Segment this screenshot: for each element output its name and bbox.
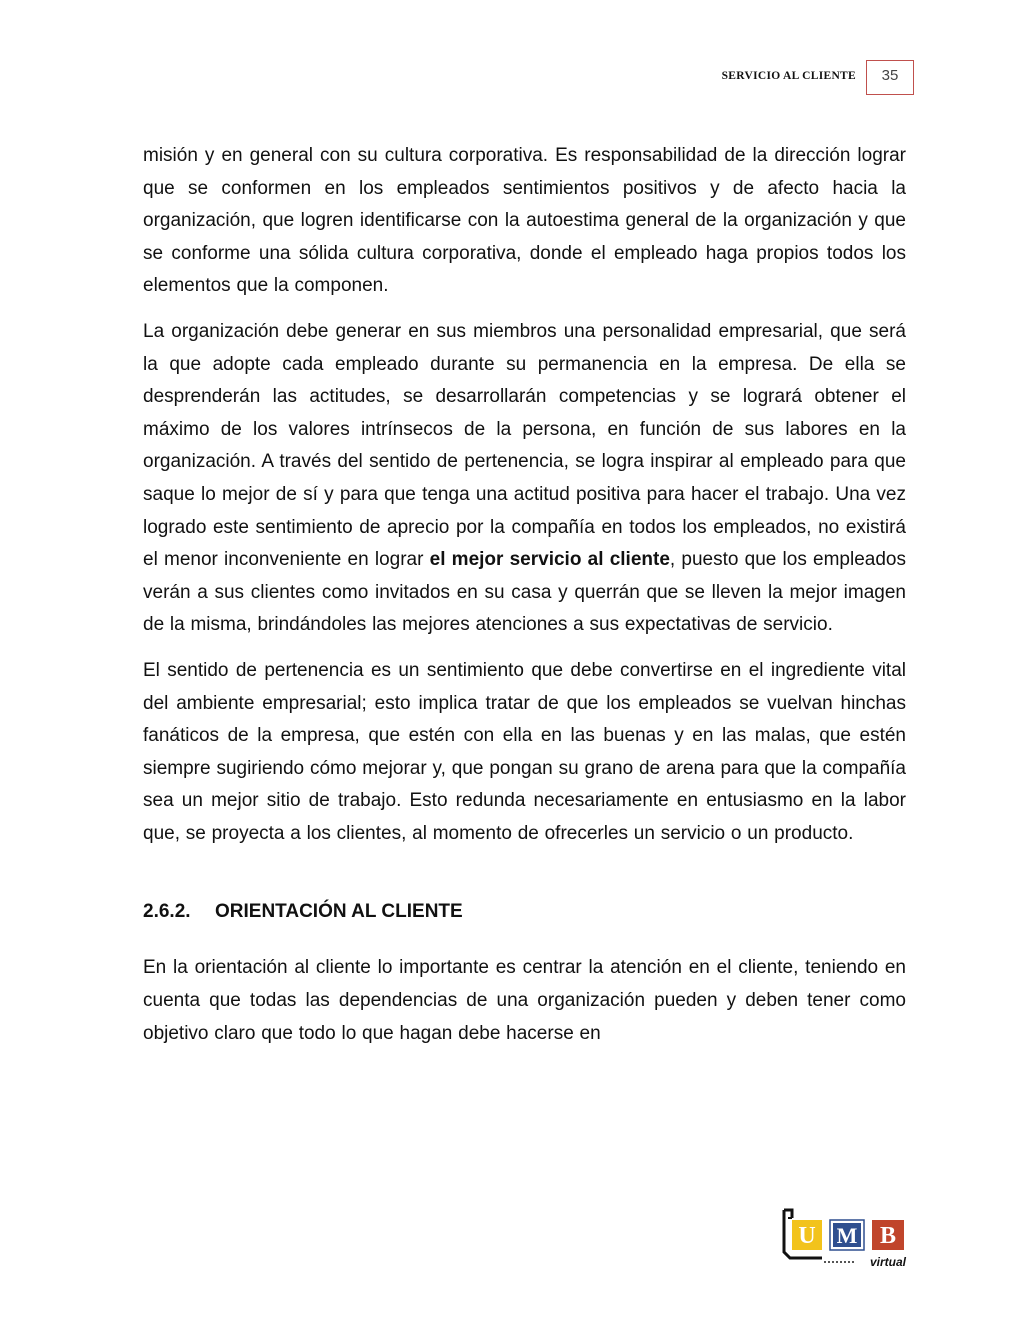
page-header	[0, 60, 1024, 94]
logo-caption: virtual	[869, 1255, 906, 1269]
paragraph: misión y en general con su cultura corporativa. Es responsabilidad de la dirección lograr que se conformen en los empleados sentimientos positivos y de afecto hacia la organización, que logren identificarse con la autoestima general de la organización y que se conforme una sólida cultura corporativa, donde el empleado haga propios todos los elementos que la componen.	[143, 145, 906, 297]
section-title: ORIENTACIÓN AL CLIENTE	[215, 901, 463, 923]
header-rule	[866, 94, 914, 95]
document-body	[143, 140, 906, 1063]
page-number: 35	[881, 67, 899, 84]
logo-letter-b: B	[879, 1223, 897, 1249]
paragraph	[143, 316, 906, 642]
logo-letter-u: U	[798, 1223, 816, 1249]
running-header-title: SERVICIO AL CLIENTE	[721, 70, 856, 82]
bold-phrase: el mejor servicio al cliente	[429, 549, 670, 571]
paragraph-text: La organización debe generar en sus miembros una personalidad empresarial, que será la que adopte cada empleado durante su permanencia en la empresa. De ella se desprenderán las actitudes, se desarrollarán competencias y se logrará obtener el máximo de los valores intrínsecos de la persona, en función de sus labores en la organización. A través del sentido de pertenencia, se logra inspirar al empleado para que saque lo mejor de sí y para que tenga una actitud positiva para hacer el trabajo. Una vez logrado este sentimiento de aprecio por la compañía en todos los empleados, no existirá el menor inconveniente en lograr	[143, 320, 906, 571]
section-number: 2.6.2.	[143, 901, 191, 923]
paragraph-text: , puesto que los empleados verán a sus clientes como invitados en su casa y querrán que se lleven la mejor imagen de la misma, brindándoles las mejores atenciones a sus expectativas de servicio.	[143, 549, 906, 636]
paragraph: El sentido de pertenencia es un sentimiento que debe convertirse en el ingrediente vital del ambiente empresarial; esto implica tratar de que los empleados se vuelvan hinchas fanáticos de la empresa, que estén con ella en las buenas y en las malas, que estén siempre sugiriendo cómo mejorar y, que pongan su grano de arena para que la compañía sea un mejor sitio de trabajo. Esto redunda necesariamente en entusiasmo en la labor que, se proyecta a los clientes, al momento de ofrecerles un servicio o un producto.	[143, 659, 906, 844]
section-heading	[143, 896, 906, 928]
logo-letter-m: M	[836, 1223, 858, 1248]
paragraph: En la orientación al cliente lo importante es centrar la atención en el cliente, teniendo en cuenta que todas las dependencias de una organización pueden y deben tener como objetivo claro que todo lo que hagan debe hacerse en	[143, 957, 906, 1044]
page-number-box	[866, 60, 914, 94]
umb-virtual-logo	[778, 1208, 908, 1270]
